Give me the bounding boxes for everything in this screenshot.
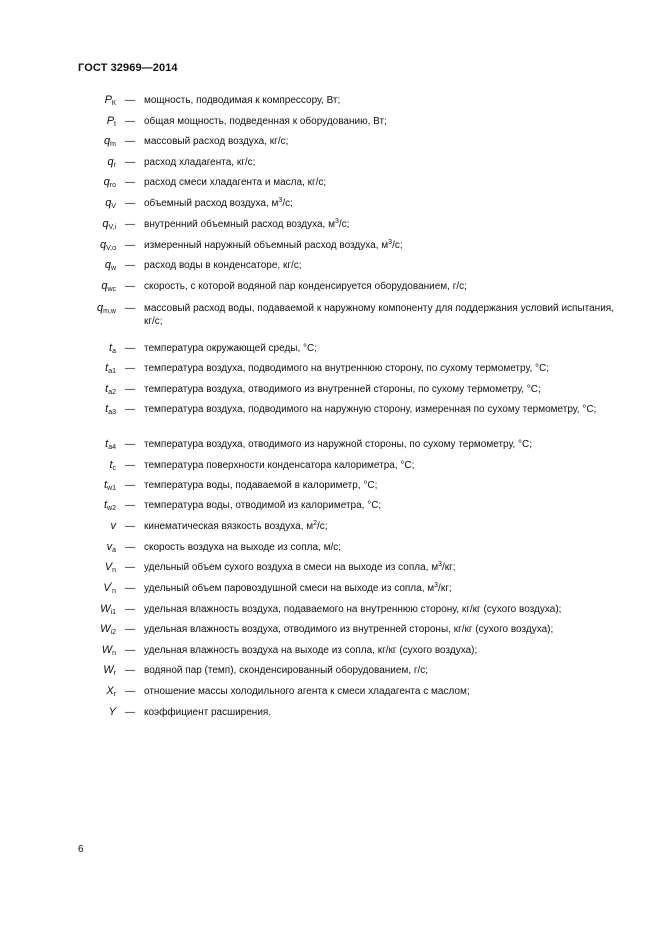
em-dash: —: [125, 281, 135, 292]
symbol-base: q: [104, 259, 111, 271]
description-text: /с;: [392, 240, 403, 251]
em-dash: —: [125, 157, 135, 168]
description-text: /кг;: [438, 583, 452, 594]
em-dash: —: [125, 260, 135, 271]
symbol-row: [78, 706, 614, 719]
symbol-notation: [78, 280, 116, 293]
unit-exponent: 2: [313, 520, 318, 527]
symbol-subscript: n: [112, 650, 116, 657]
symbol-subscript: w: [110, 265, 116, 272]
em-dash: —: [125, 198, 135, 209]
symbol-description: [144, 156, 614, 169]
unit-exponent: 3: [434, 582, 439, 589]
page-number: 6: [78, 844, 84, 855]
symbol-base: t: [109, 342, 113, 354]
symbol-base: q: [107, 156, 114, 168]
symbol-subscript: m: [110, 141, 116, 148]
symbol-description: [144, 520, 614, 533]
symbol-notation: [78, 156, 116, 169]
em-dash: —: [125, 480, 135, 491]
symbol-description: [144, 239, 614, 252]
symbol-subscript: r: [113, 670, 116, 677]
symbol-subscript: n: [112, 567, 116, 574]
symbol-notation: [78, 499, 116, 512]
symbol-row: [78, 197, 614, 210]
symbol-notation: [78, 302, 116, 315]
em-dash: —: [125, 500, 135, 511]
symbol-description: [144, 664, 614, 677]
symbol-subscript: wc: [107, 286, 116, 293]
symbol-row: [78, 541, 614, 554]
symbol-row: [78, 383, 614, 396]
symbol-description: [144, 499, 614, 512]
symbol-notation: [78, 239, 116, 252]
symbol-row: [78, 479, 614, 492]
symbol-base: q: [104, 135, 111, 147]
description-text: температура воздуха, отводимого из наружной стороны, по сухому термометру, °С;: [144, 439, 533, 450]
symbol-description: [144, 438, 614, 451]
symbol-prime: ': [110, 582, 113, 589]
em-dash: —: [125, 686, 135, 697]
symbol-notation: [78, 403, 116, 416]
unit-exponent: 3: [388, 239, 393, 246]
symbol-description: [144, 94, 614, 107]
symbol-subscript: К: [111, 100, 116, 107]
description-text: /с;: [282, 198, 293, 209]
symbol-row: [78, 582, 614, 595]
symbol-base: Y: [108, 706, 116, 718]
symbol-base: v: [110, 520, 116, 532]
symbol-description: [144, 623, 614, 636]
em-dash: —: [125, 303, 135, 314]
symbol-notation: [78, 582, 116, 595]
symbol-description: [144, 362, 614, 375]
symbol-subscript: t: [114, 121, 116, 128]
symbol-row: [78, 342, 614, 355]
symbol-description: [144, 706, 614, 719]
symbol-base: V: [104, 561, 113, 573]
symbol-notation: [78, 541, 116, 554]
description-text: водяной пар (темп), сконденсированный оборудованием, г/с;: [144, 665, 429, 676]
symbol-subscript: a1: [108, 368, 116, 375]
symbol-row: [78, 438, 614, 451]
symbol-base: W: [101, 644, 113, 656]
description-text: общая мощность, подведенная к оборудованию, Вт;: [144, 116, 387, 127]
symbol-description: [144, 603, 614, 616]
description-text: внутренний объемный расход воздуха, м: [144, 219, 335, 230]
description-text: температура поверхности конденсатора калориметра, °С;: [144, 460, 415, 471]
symbol-notation: [78, 706, 116, 719]
em-dash: —: [125, 439, 135, 450]
symbol-base: W: [103, 664, 114, 676]
em-dash: —: [125, 363, 135, 374]
description-text: кинематическая вязкость воздуха, м: [144, 521, 314, 532]
symbol-base: q: [105, 197, 112, 209]
description-text: температура воды, подаваемой в калориметр, °С;: [144, 480, 378, 491]
symbol-subscript: m,w: [103, 308, 116, 315]
symbol-notation: [78, 479, 116, 492]
symbol-description: [144, 685, 614, 698]
symbol-row: [78, 459, 614, 472]
symbol-notation: [78, 383, 116, 396]
description-text: удельный объем паровоздушной смеси на выходе из сопла, м: [144, 583, 435, 594]
symbol-subscript: V,i: [108, 224, 116, 231]
symbol-subscript: a: [112, 547, 116, 554]
description-text: мощность, подводимая к компрессору, Вт;: [144, 95, 341, 106]
symbol-subscript: a2: [108, 389, 116, 396]
symbol-base: X: [106, 685, 114, 697]
symbol-row: [78, 603, 614, 616]
symbol-notation: [78, 459, 116, 472]
em-dash: —: [125, 384, 135, 395]
symbol-notation: [78, 603, 116, 616]
document-header: ГОСТ 32969—2014: [78, 62, 178, 74]
symbol-notation: [78, 342, 116, 355]
symbol-notation: [78, 520, 116, 533]
symbol-base: t: [105, 403, 109, 415]
unit-exponent: 3: [334, 218, 339, 225]
symbol-notation: [78, 197, 116, 210]
symbol-description: [144, 342, 614, 355]
description-text: /кг;: [442, 562, 456, 573]
symbol-description: [144, 479, 614, 492]
symbol-notation: [78, 259, 116, 272]
symbol-base: q: [102, 218, 109, 230]
symbol-description: [144, 135, 614, 148]
em-dash: —: [125, 583, 135, 594]
symbol-row: [78, 94, 614, 107]
symbol-row: [78, 499, 614, 512]
description-text: температура воздуха, отводимого из внутренней стороны, по сухому термометру, °С;: [144, 384, 541, 395]
symbol-row: [78, 115, 614, 128]
symbol-notation: [78, 664, 116, 677]
symbol-subscript: a3: [108, 409, 116, 416]
symbol-subscript: r: [113, 162, 116, 169]
symbol-notation: [78, 94, 116, 107]
symbol-notation: [78, 176, 116, 189]
symbol-base: v: [106, 541, 113, 553]
symbol-row: [78, 302, 614, 328]
symbol-notation: [78, 115, 116, 128]
description-text: удельная влажность воздуха, подаваемого на внутреннюю сторону, кг/кг (сухого воздуха);: [144, 604, 562, 615]
symbol-notation: [78, 135, 116, 148]
symbol-row: [78, 218, 614, 231]
symbol-description: [144, 176, 614, 189]
symbol-row: [78, 156, 614, 169]
symbol-notation: [78, 362, 116, 375]
symbol-base: t: [109, 459, 113, 471]
symbol-notation: [78, 644, 116, 657]
description-text: /с;: [317, 521, 328, 532]
symbol-base: q: [101, 280, 108, 292]
symbol-row: [78, 520, 614, 533]
symbol-base: t: [105, 362, 109, 374]
symbol-description: [144, 582, 614, 595]
symbol-notation: [78, 438, 116, 451]
symbol-description: [144, 218, 614, 231]
em-dash: —: [125, 95, 135, 106]
symbol-row: [78, 644, 614, 657]
symbol-row: [78, 259, 614, 272]
symbol-row: [78, 135, 614, 148]
description-text: удельная влажность воздуха на выходе из сопла, кг/кг (сухого воздуха);: [144, 645, 478, 656]
symbol-description: [144, 197, 614, 210]
symbol-row: [78, 403, 614, 416]
symbol-description: [144, 115, 614, 128]
symbol-base: q: [100, 239, 107, 251]
symbol-description: [144, 541, 614, 554]
description-text: объемный расход воздуха, м: [144, 198, 279, 209]
symbol-base: q: [103, 176, 110, 188]
description-text: температура воздуха, подводимого на наружную сторону, измеренная по сухому термометру, °С;: [144, 404, 597, 415]
em-dash: —: [125, 116, 135, 127]
symbol-description: [144, 459, 614, 472]
em-dash: —: [125, 460, 135, 471]
em-dash: —: [125, 521, 135, 532]
description-text: массовый расход воздуха, кг/с;: [144, 136, 289, 147]
symbol-base: t: [105, 383, 109, 395]
symbol-subscript: i1: [110, 609, 116, 616]
em-dash: —: [125, 542, 135, 553]
symbol-subscript: n: [112, 588, 116, 595]
em-dash: —: [125, 404, 135, 415]
symbol-subscript: c: [112, 465, 116, 472]
symbol-subscript: V,o: [106, 245, 116, 252]
description-text: отношение массы холодильного агента к смеси хладагента с маслом;: [144, 686, 470, 697]
symbol-base: V: [103, 582, 111, 594]
symbol-subscript: V: [111, 203, 116, 210]
symbol-description: [144, 302, 614, 328]
symbol-notation: [78, 623, 116, 636]
symbol-row: [78, 561, 614, 574]
symbol-notation: [78, 685, 116, 698]
description-text: удельная влажность воздуха, отводимого из внутренней стороны, кг/кг (сухого воздуха);: [144, 624, 554, 635]
symbol-subscript: w1: [107, 485, 116, 492]
unit-exponent: 3: [438, 561, 442, 568]
symbol-base: P: [104, 94, 112, 106]
symbol-row: [78, 176, 614, 189]
em-dash: —: [125, 604, 135, 615]
description-text: расход хладагента, кг/с;: [144, 157, 256, 168]
description-text: расход воды в конденсаторе, кг/с;: [144, 260, 302, 271]
em-dash: —: [125, 219, 135, 230]
em-dash: —: [125, 624, 135, 635]
symbol-row: [78, 664, 614, 677]
symbol-row: [78, 362, 614, 375]
description-text: измеренный наружный объемный расход воздуха, м: [144, 240, 389, 251]
em-dash: —: [125, 707, 135, 718]
symbol-subscript: ro: [109, 182, 116, 189]
unit-exponent: 3: [278, 197, 283, 204]
symbol-description: [144, 403, 614, 416]
symbol-base: t: [105, 438, 109, 450]
symbol-subscript: a4: [108, 444, 116, 451]
description-text: температура воздуха, подводимого на внутреннюю сторону, по сухому термометру, °С;: [144, 363, 550, 374]
symbol-row: [78, 685, 614, 698]
em-dash: —: [125, 177, 135, 188]
symbol-description: [144, 644, 614, 657]
symbol-subscript: r: [113, 691, 116, 698]
symbol-row: [78, 280, 614, 293]
em-dash: —: [125, 665, 135, 676]
description-text: температура воды, отводимой из калориметра, °С;: [144, 500, 382, 511]
em-dash: —: [125, 136, 135, 147]
symbol-description: [144, 259, 614, 272]
symbol-base: W: [100, 623, 111, 635]
symbol-subscript: i2: [110, 629, 116, 636]
description-text: скорость воздуха на выходе из сопла, м/с;: [144, 542, 342, 553]
symbol-row: [78, 239, 614, 252]
symbol-base: P: [106, 115, 115, 127]
symbol-notation: [78, 561, 116, 574]
symbol-description: [144, 561, 614, 574]
description-text: температура окружающей среды, °С;: [144, 343, 318, 354]
symbol-notation: [78, 218, 116, 231]
em-dash: —: [125, 240, 135, 251]
description-text: расход смеси хладагента и масла, кг/с;: [144, 177, 327, 188]
em-dash: —: [125, 645, 135, 656]
description-text: /с;: [338, 219, 350, 230]
description-text: массовый расход воды, подаваемой к наружному компоненту для поддержания условий испытания, кг/с;: [144, 303, 614, 327]
symbol-description: [144, 280, 614, 293]
description-text: скорость, с которой водяной пар конденсируется оборудованием, г/с;: [144, 281, 467, 292]
symbol-row: [78, 623, 614, 636]
symbol-description: [144, 383, 614, 396]
description-text: коэффициент расширения.: [144, 707, 272, 718]
symbol-base: q: [97, 302, 104, 314]
description-text: удельный объем сухого воздуха в смеси на выходе из сопла, м: [144, 562, 439, 573]
em-dash: —: [125, 562, 135, 573]
symbol-subscript: w2: [107, 505, 116, 512]
symbol-base: t: [103, 499, 108, 511]
em-dash: —: [125, 343, 135, 354]
symbol-subscript: a: [112, 348, 116, 355]
symbol-base: W: [100, 603, 111, 615]
symbol-base: t: [103, 479, 108, 491]
